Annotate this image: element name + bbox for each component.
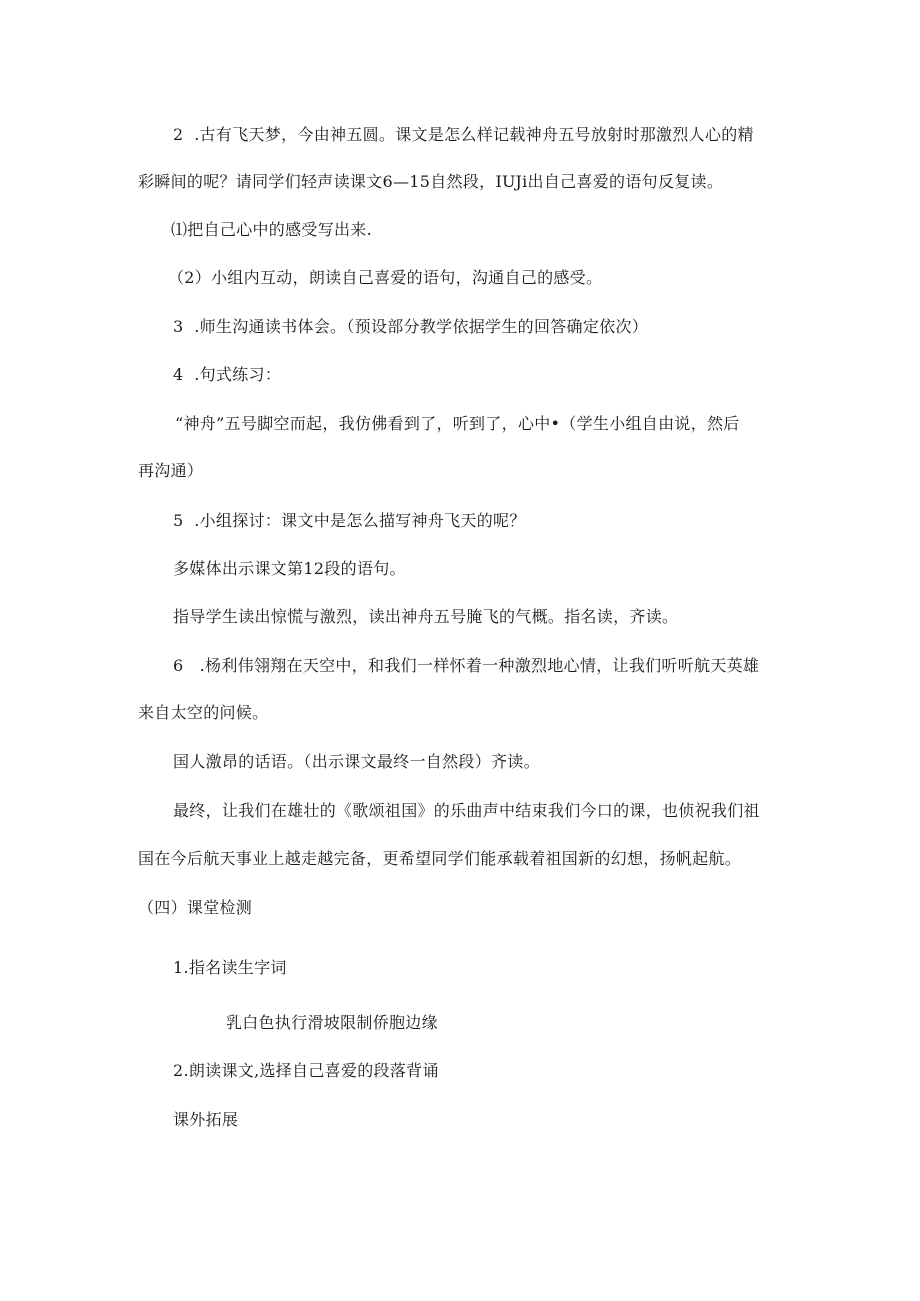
sentence-practice-line-1: “神舟”五号脚空而起，我仿佛看到了，听到了，心中•（学生小组自由说，然后 <box>175 414 740 433</box>
closing-line-2: 国在今后航天事业上越走越完备，更希望同学们能承载着祖国新的幻想，扬帆起航。 <box>138 849 742 868</box>
paragraph-4: 4 .句式练习： <box>173 365 282 384</box>
media-note: 多媒体出示课文第12段的语句。 <box>173 559 406 578</box>
paragraph-6-line-1: 6 .杨利伟翎翔在天空中，和我们一样怀着一种激烈地心情，让我们听听航天英雄 <box>173 656 760 675</box>
subitem-1: ⑴把自己心中的感受写出来. <box>171 220 372 239</box>
sentence-practice-line-2: 再沟通） <box>138 461 204 480</box>
test-item-1: 1.指名读生字词 <box>173 958 287 977</box>
paragraph-2-line-2: 彩瞬间的呢？请同学们轻声读课文6—15自然段，IUJi出自己喜爱的语句反复读。 <box>138 172 724 191</box>
section-heading-class-test: （四）课堂检测 <box>138 898 253 917</box>
paragraph-3: 3 .师生沟通读书体会。（预设部分教学依据学生的回答确定依次） <box>173 317 649 336</box>
vocabulary-words: 乳白色执行滑坡限制侨胞边缘 <box>226 1013 438 1032</box>
subitem-2: （2）小组内互动，朗读自己喜爱的语句，沟通自己的感受。 <box>168 268 603 287</box>
paragraph-5: 5 .小组探讨：课文中是怎么描写神舟飞天的呢？ <box>173 511 526 530</box>
paragraph-6-line-2: 来自太空的问候。 <box>138 703 269 722</box>
closing-reading: 国人激昂的话语。（出示课文最终一自然段）齐读。 <box>173 752 540 771</box>
test-item-2: 2.朗读课文,选择自己喜爱的段落背诵 <box>173 1061 439 1080</box>
reading-guidance: 指导学生读出惊慌与激烈，读出神舟五号腌飞的气概。指名读，齐读。 <box>173 607 679 626</box>
section-heading-extension: 课外拓展 <box>173 1110 239 1129</box>
paragraph-2-line-1: 2 .古有飞天梦，今由神五圆。课文是怎么样记载神舟五号放射时那激烈人心的精 <box>173 125 754 144</box>
closing-line-1: 最终，让我们在雄壮的《歌颂祖国》的乐曲声中结束我们今口的课，也侦祝我们祖 <box>173 801 760 820</box>
